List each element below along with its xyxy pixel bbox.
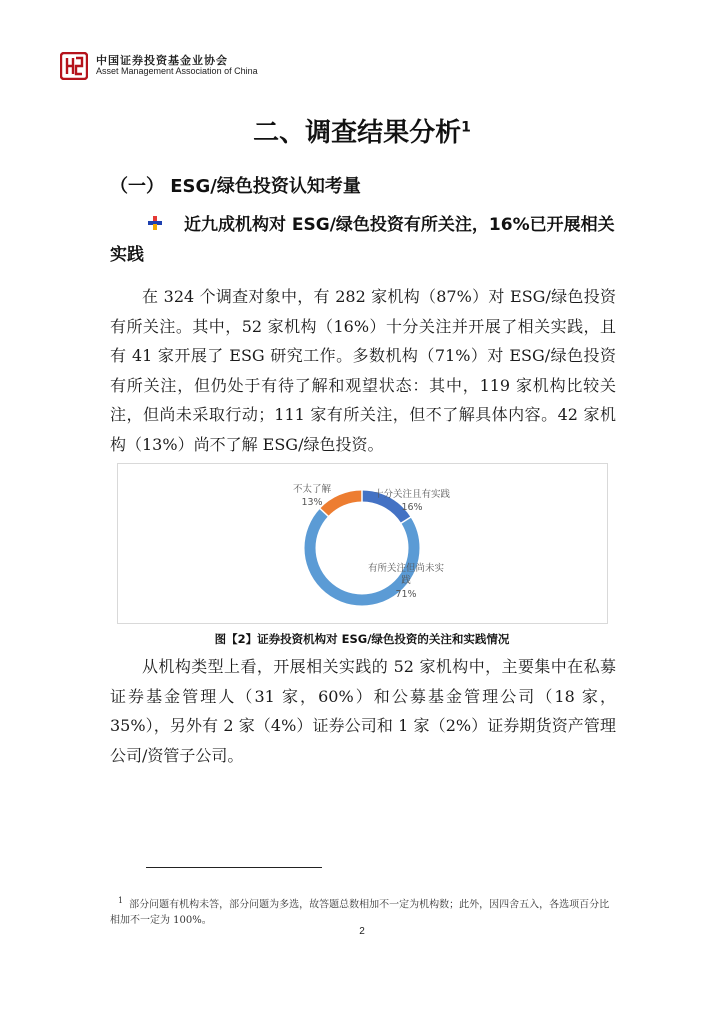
section-title <box>0 112 724 149</box>
footnote-divider <box>146 867 322 868</box>
paragraph-1: 在 324 个调查对象中，有 282 家机构（87%）对 ESG/绿色投资有所关注。其中，52 家机构（16%）十分关注并开展了相关实践，且有 41 家开展了 ESG 研究工作。多数机构（71%）对 ESG/绿色投资有所关注，但仍处于有待了解和观望状态：其中，119 家机构比较关注，但尚未采取行动；111 家有所关注，但不了解具体内容。42 家机构（13%）尚不了解 ESG/绿色投资。 <box>110 287 616 454</box>
key-point-text: 近九成机构对 ESG/绿色投资有所关注，16%已开展相关实践 <box>110 215 615 265</box>
key-point <box>110 210 616 270</box>
footnote-text: 部分问题有机构未答，部分问题为多选，故答题总数相加不一定为机构数；此外，因四舍五入，各选项百分比相加不一定为 100%。 <box>110 899 610 927</box>
org-name-cn: 中国证券投资基金业协会 <box>96 54 228 67</box>
page-header <box>60 52 258 80</box>
page-number: 2 <box>359 926 365 937</box>
footnote <box>110 893 616 929</box>
percent-label-unaware: 13% <box>301 497 323 508</box>
percent-label-practice: 16% <box>401 502 423 513</box>
bullet-icon <box>148 216 162 230</box>
amac-logo-icon <box>60 52 88 80</box>
figure-caption: 图【2】证券投资机构对 ESG/绿色投资的关注和实践情况 <box>214 632 510 646</box>
percent-label-watching: 71% <box>395 589 417 600</box>
donut-chart <box>117 463 608 624</box>
section-title-text: 二、调查结果分析 <box>253 118 462 148</box>
paragraph-2: 从机构类型上看，开展相关实践的 52 家机构中，主要集中在私募证券基金管理人（31 家，60%）和公募基金管理公司（18 家，35%），另外有 2 家（4%）证券公司和 1 家（2%）证券期货资产管理公司/资管子公司。 <box>110 657 616 765</box>
donut-chart-svg <box>118 464 607 623</box>
label-unaware: 不太了解 <box>292 484 332 495</box>
label-watching: 有所关注但尚未实践 <box>367 563 445 586</box>
subsection-title: （一） ESG/绿色投资认知考量 <box>110 176 361 197</box>
label-practice: 十分关注且有实践 <box>373 489 451 500</box>
footnote-ref[interactable]: 1 <box>461 119 471 136</box>
org-name-en: Asset Management Association of China <box>96 66 258 77</box>
footnote-mark: 1 <box>118 896 124 905</box>
